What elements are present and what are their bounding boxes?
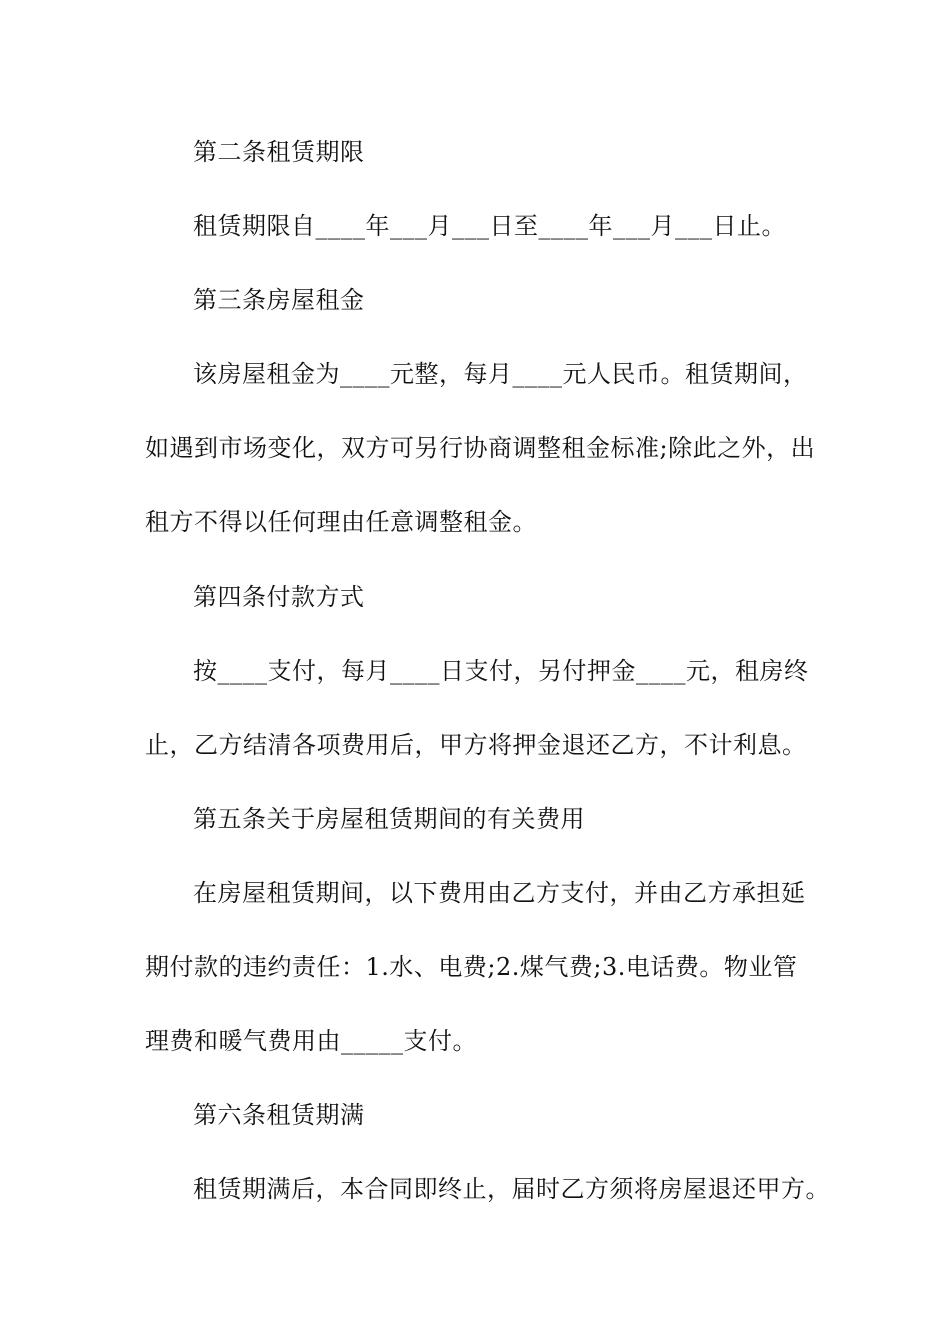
fees-paragraph-line-3: 理费和暖气费用由_____支付。: [145, 1027, 477, 1055]
article-3-heading: 第三条房屋租金: [193, 286, 365, 314]
fees-paragraph-line-2: 期付款的违约责任：1.水、电费;2.煤气费;3.电话费。物业管: [145, 953, 798, 981]
article-6-heading: 第六条租赁期满: [193, 1101, 365, 1129]
rent-paragraph-line-3: 租方不得以任何理由任意调整租金。: [145, 508, 537, 536]
lease-term-paragraph: 租赁期限自____年___月___日至____年___月___日止。: [193, 212, 786, 240]
article-4-heading: 第四条付款方式: [193, 583, 365, 611]
rent-paragraph-line-1: 该房屋租金为____元整，每月____元人民币。租赁期间，: [193, 360, 808, 388]
fees-paragraph-line-1: 在房屋租赁期间，以下费用由乙方支付，并由乙方承担延: [193, 879, 806, 907]
article-2-heading: 第二条租赁期限: [193, 138, 365, 166]
lease-expiry-paragraph: 租赁期满后，本合同即终止，届时乙方须将房屋退还甲方。: [193, 1175, 830, 1203]
payment-paragraph-line-1: 按____支付，每月____日支付，另付押金____元，租房终: [193, 657, 809, 685]
rent-paragraph-line-2: 如遇到市场变化，双方可另行协商调整租金标准;除此之外，出: [145, 434, 816, 462]
payment-paragraph-line-2: 止，乙方结清各项费用后，甲方将押金退还乙方，不计利息。: [145, 731, 807, 759]
article-5-heading: 第五条关于房屋租赁期间的有关费用: [193, 805, 585, 833]
